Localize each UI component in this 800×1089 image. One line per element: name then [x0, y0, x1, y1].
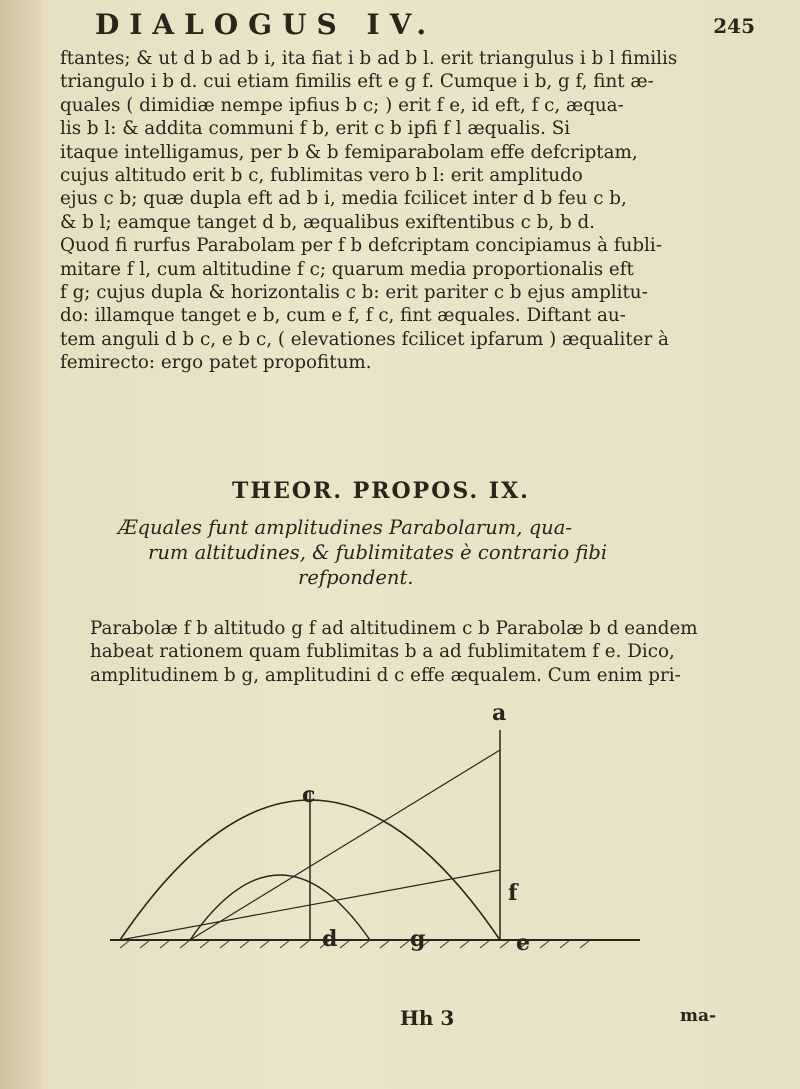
figure-label-f: f [508, 880, 518, 906]
text-line: itaque intelligamus, per b & b femiparabolam effe defcriptam, [60, 141, 638, 163]
text-line: tem anguli d b c, e b c, ( elevationes fcilicet ipfarum ) æqualiter à [60, 328, 669, 350]
text-line: do: illamque tanget e b, cum e f, f c, fint æquales. Diftant au- [60, 305, 626, 327]
figure-label-c: c [302, 782, 316, 808]
proof-text [90, 617, 770, 687]
text-line: ftantes; & ut d b ad b i, ita fiat i b ad b l. erit triangulus i b l fimilis [60, 48, 678, 69]
catchword: ma- [680, 1006, 717, 1026]
theorem-heading: THEOR. PROPOS. IX. [232, 478, 530, 504]
geometric-figure [80, 690, 740, 990]
text-line: & b l; eamque tanget d b, æqualibus exiftentibus c b, b d. [60, 211, 595, 233]
tangent-line [190, 750, 500, 940]
text-line: f g; cujus dupla & horizontalis c b: erit pariter c b ejus amplitu- [60, 282, 648, 304]
body-text [60, 47, 760, 375]
text-line: mitare f l, cum altitudine f c; quarum media proportionalis eft [60, 258, 634, 280]
enunciation-line: refpondent. [298, 566, 414, 589]
enunciation-line: rum altitudines, & fublimitates è contrario fibi [148, 541, 608, 564]
text-line: lis b l: & addita communi f b, erit c b ipfi f l æqualis. Si [60, 118, 571, 140]
figure-label-e: e [516, 930, 530, 956]
signature-mark: Hh 3 [400, 1006, 455, 1030]
page-gutter [0, 0, 42, 1089]
figure-label-d: d [322, 926, 338, 952]
proof-line: Parabolæ f b altitudo g f ad altitudinem c b Parabolæ b d eandem [90, 618, 698, 639]
enunciation-line: Æquales funt amplitudines Parabolarum, qua- [118, 516, 572, 539]
proof-line: habeat rationem quam fublimitas b a ad fublimitatem f e. Dico, [90, 641, 675, 663]
theorem-enunciation [118, 515, 758, 590]
page-header [95, 8, 755, 48]
page-number: 245 [713, 14, 755, 38]
text-line: triangulo i b d. cui etiam fimilis eft e g f. Cumque i b, g f, fint æ- [60, 71, 654, 93]
text-line: cujus altitudo erit b c, fublimitas vero b l: erit amplitudo [60, 165, 583, 187]
text-line: femirecto: ergo patet propofitum. [60, 352, 372, 374]
figure-label-g: g [410, 926, 426, 952]
text-line: ejus c b; quæ dupla eft ad b i, media fcilicet inter d b feu c b, [60, 188, 627, 210]
text-line: quales ( dimidiæ nempe ipfius b c; ) erit f e, id eft, f c, æqua- [60, 94, 624, 116]
running-title: DIALOGUS IV. [95, 8, 437, 41]
figure-label-a: a [492, 700, 507, 726]
text-line: Quod fi rurfus Parabolam per f b defcriptam concipiamus à fubli- [60, 235, 662, 257]
proof-line: amplitudinem b g, amplitudini d c effe æqualem. Cum enim pri- [90, 664, 681, 686]
